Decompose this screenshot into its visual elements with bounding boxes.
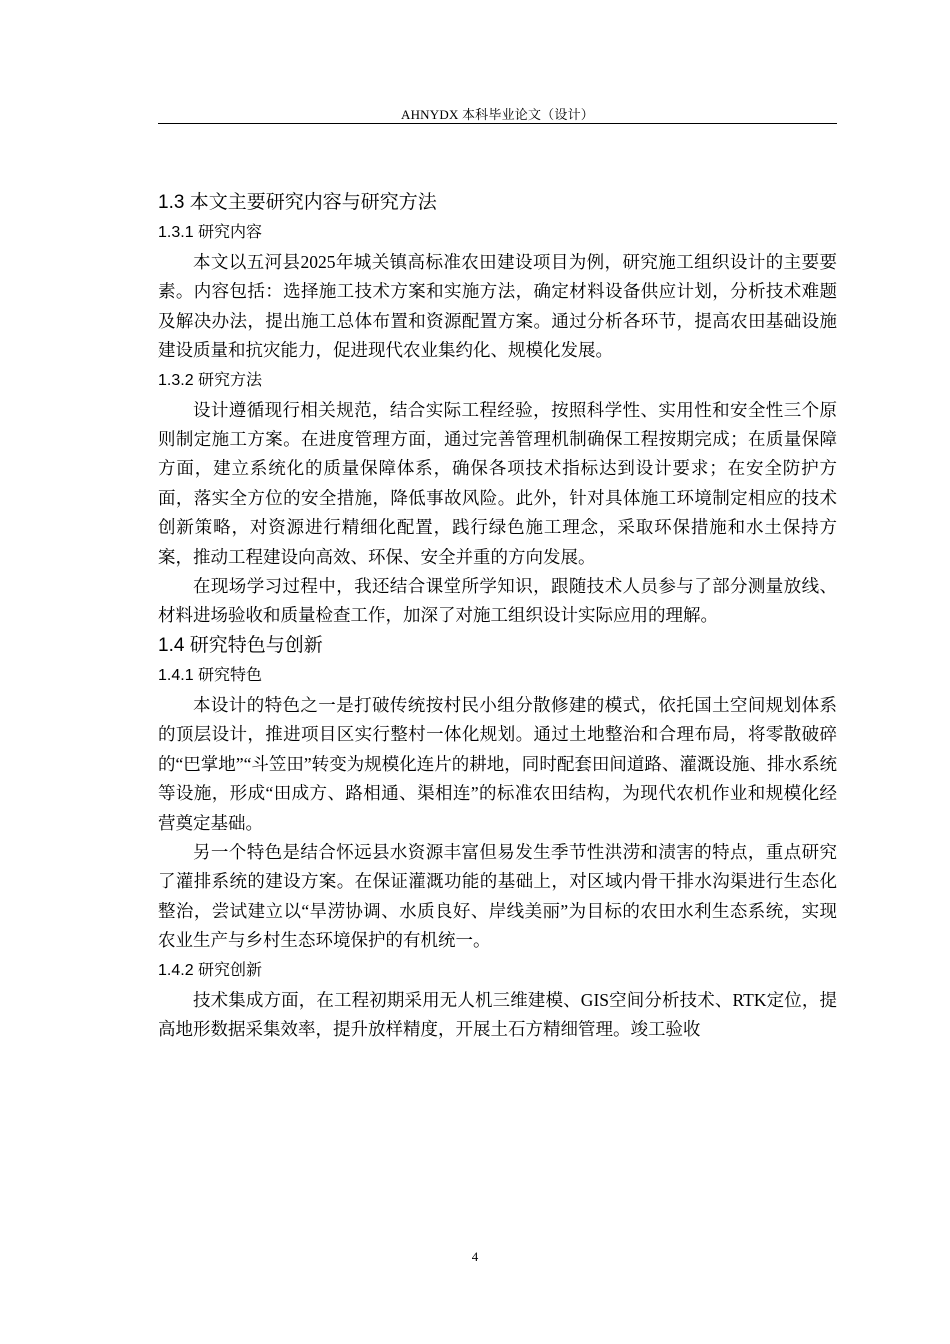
body-content [158,188,837,1044]
paragraph: 本文以五河县2025年城关镇高标准农田建设项目为例，研究施工组织设计的主要要素。内容包括：选择施工技术方案和实施方法，确定材料设备供应计划，分析技术难题及解决办法，提出施工总体布置和资源配置方案。通过分析各环节，提高农田基础设施建设质量和抗灾能力，促进现代农业集约化、规模化发展。 [158,252,837,361]
page-number: 4 [471,1249,479,1264]
subsection-heading: 1.3.2 研究方法 [158,371,263,389]
section-heading: 1.3 本文主要研究内容与研究方法 [158,192,437,213]
subsection-heading: 1.3.1 研究内容 [158,224,263,241]
section-heading: 1.4 研究特色与创新 [158,634,323,656]
paragraph: 在现场学习过程中，我还结合课堂所学知识，跟随技术人员参与了部分测量放线、材料进场验收和质量检查工作，加深了对施工组织设计实际应用的理解。 [158,576,837,626]
subsection-heading: 1.4.2 研究创新 [158,961,263,979]
paragraph: 技术集成方面，在工程初期采用无人机三维建模、GIS空间分析技术、RTK定位，提高地形数据采集效率，提升放样精度，开展土石方精细管理。竣工验收 [158,989,837,1039]
header-divider [158,123,837,124]
paragraph: 本设计的特色之一是打破传统按村民小组分散修建的模式，依托国土空间规划体系的顶层设计，推进项目区实行整村一体化规划。通过土地整治和合理布局，将零散破碎的“巴掌地”“斗笠田”转变为规模化连片的耕地，同时配套田间道路、灌溉设施、排水系统等设施，形成“田成方、路相通、渠相连”的标准农田结构，为现代农机作业和规模化经营奠定基础。 [158,694,837,833]
paragraph: 设计遵循现行相关规范，结合实际工程经验，按照科学性、实用性和安全性三个原则制定施工方案。在进度管理方面，通过完善管理机制确保工程按期完成；在质量保障方面，建立系统化的质量保障体系，确保各项技术指标达到设计要求；在安全防护方面，落实全方位的安全措施，降低事故风险。此外，针对具体施工环境制定相应的技术创新策略，对资源进行精细化配置，践行绿色施工理念，采取环保措施和水土保持方案，推动工程建设向高效、环保、安全并重的方向发展。 [158,399,837,567]
paragraph: 另一个特色是结合怀远县水资源丰富但易发生季节性洪涝和渍害的特点，重点研究了灌排系统的建设方案。在保证灌溉功能的基础上，对区域内骨干排水沟渠进行生态化整治，尝试建立以“旱涝协调、水质良好、岸线美丽”为目标的农田水利生态系统，实现农业生产与乡村生态环境保护的有机统一。 [158,841,837,951]
running-header: AHNYDX 本科毕业论文（设计） [401,107,594,122]
subsection-heading: 1.4.1 研究特色 [158,666,263,684]
